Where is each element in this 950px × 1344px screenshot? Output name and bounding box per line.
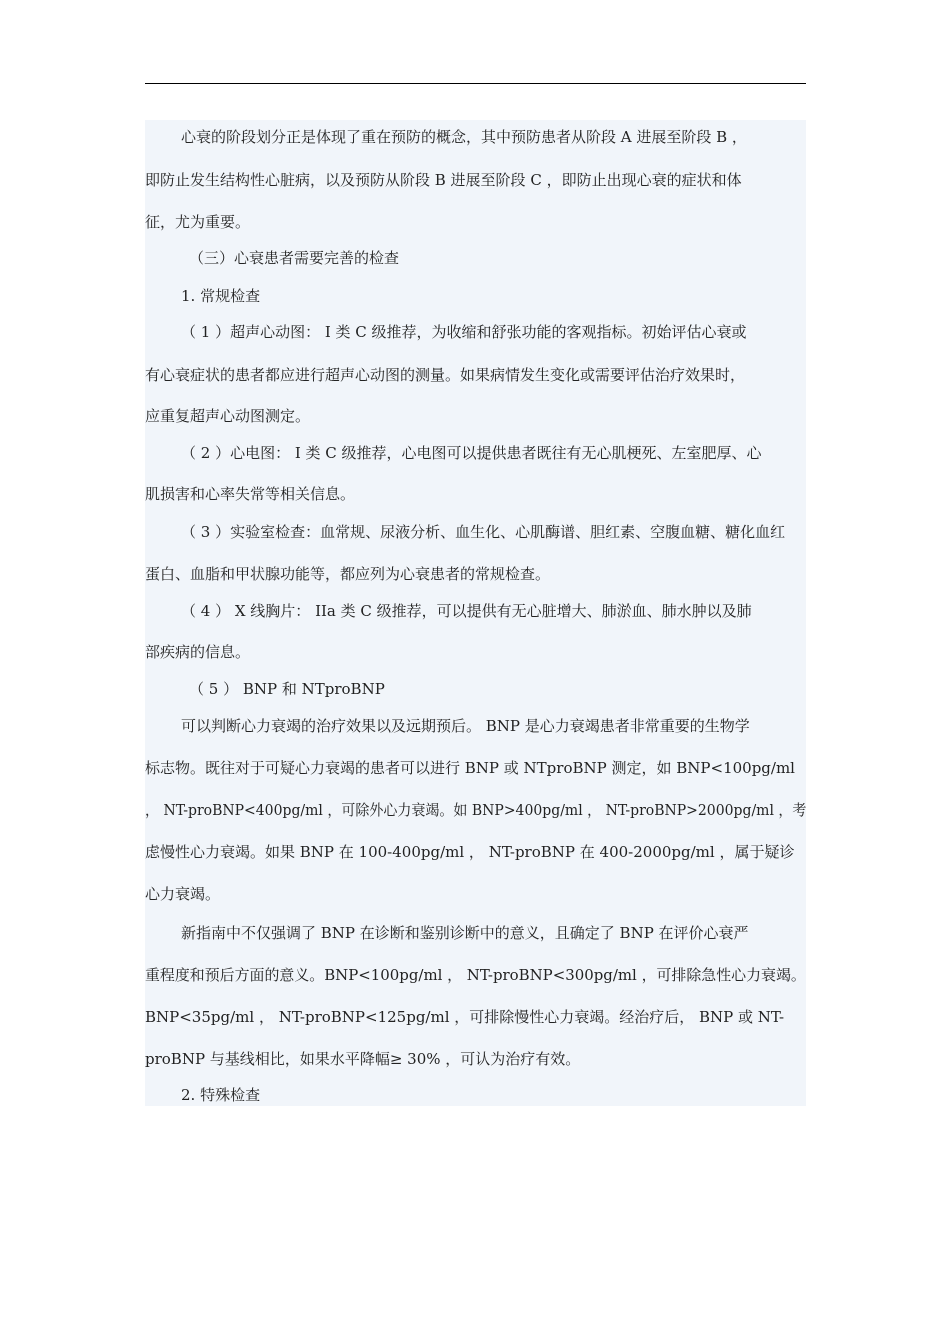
header-rule	[145, 83, 806, 84]
subsection-heading: （ 5 ） BNP 和 NTproBNP	[189, 680, 385, 698]
paragraph-line: （ 3 ）实验室检查：血常规、尿液分析、血生化、心肌酶谱、胆红素、空腹血糖、糖化血红	[181, 523, 786, 541]
paragraph-line: （ 2 ）心电图： I 类 C 级推荐，心电图可以提供患者既往有无心肌梗死、左室肥厚、心	[181, 444, 762, 462]
paragraph-line: 心衰的阶段划分正是体现了重在预防的概念，其中预防患者从阶段 A 进展至阶段 B ，	[181, 128, 747, 146]
paragraph-line: proBNP 与基线相比，如果水平降幅≥ 30% ，可认为治疗有效。	[145, 1050, 581, 1068]
paragraph-line: 征，尤为重要。	[145, 213, 251, 231]
subsection-heading: 1. 常规检查	[181, 287, 261, 305]
paragraph-line: 应重复超声心动图测定。	[145, 407, 311, 425]
paragraph-line: 标志物。既往对于可疑心力衰竭的患者可以进行 BNP 或 NTproBNP 测定，如 BNP<100pg/ml	[145, 759, 795, 777]
paragraph-line: 肌损害和心率失常等相关信息。	[145, 485, 356, 503]
paragraph-line: （ 1 ）超声心动图： I 类 C 级推荐，为收缩和舒张功能的客观指标。初始评估心衰或	[181, 323, 747, 341]
paragraph-line: 可以判断心力衰竭的治疗效果以及远期预后。 BNP 是心力衰竭患者非常重要的生物学	[181, 717, 750, 735]
paragraph-line: 心力衰竭。	[145, 885, 221, 903]
paragraph-line: 虑慢性心力衰竭。如果 BNP 在 100-400pg/ml ， NT-proBNP 在 400-2000pg/ml ，属于疑诊	[145, 843, 795, 861]
paragraph-line: 重程度和预后方面的意义。BNP<100pg/ml ， NT-proBNP<300pg/ml ，可排除急性心力衰竭。	[145, 966, 806, 984]
paragraph-line: 部疾病的信息。	[145, 643, 251, 661]
subsection-heading: 2. 特殊检查	[181, 1086, 261, 1104]
section-heading: （三）心衰患者需要完善的检查	[189, 249, 400, 267]
paragraph-line: （ 4 ） X 线胸片： IIa 类 C 级推荐，可以提供有无心脏增大、肺淤血、肺水肿以及肺	[181, 602, 752, 620]
document-body	[145, 120, 806, 1106]
paragraph-line: 有心衰症状的患者都应进行超声心动图的测量。如果病情发生变化或需要评估治疗效果时，	[145, 366, 746, 384]
paragraph-line: BNP<35pg/ml ， NT-proBNP<125pg/ml ，可排除慢性心力衰竭。经治疗后， BNP 或 NT-	[145, 1008, 785, 1026]
paragraph-line: 蛋白、血脂和甲状腺功能等，都应列为心衰患者的常规检查。	[145, 565, 551, 583]
paragraph-line: 新指南中不仅强调了 BNP 在诊断和鉴别诊断中的意义，且确定了 BNP 在评价心衰严	[181, 924, 749, 942]
paragraph-line: ， NT-proBNP<400pg/ml ，可除外心力衰竭。如 BNP>400pg/ml ， NT-proBNP>2000pg/ml ，考	[145, 801, 807, 819]
paragraph-line: 即防止发生结构性心脏病，以及预防从阶段 B 进展至阶段 C ，即防止出现心衰的症状和体	[145, 171, 742, 189]
